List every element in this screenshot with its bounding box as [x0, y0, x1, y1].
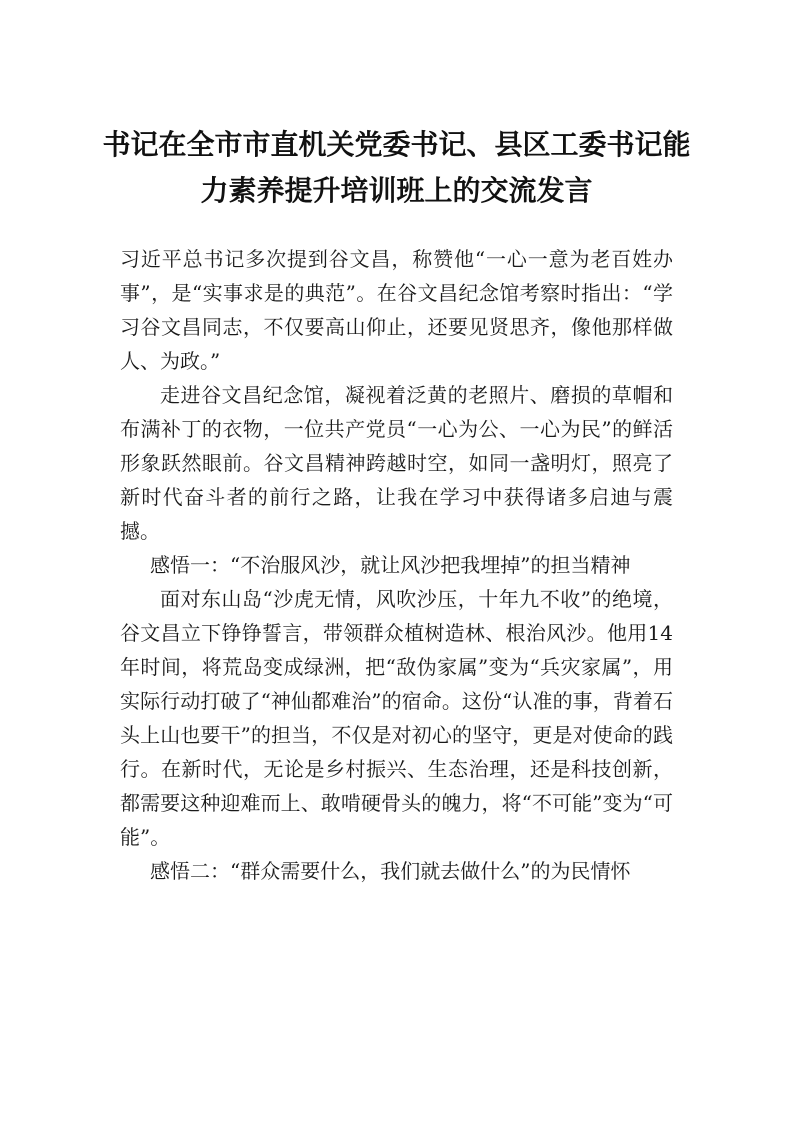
section-heading-insight-two: 感悟二：“群众需要什么，我们就去做什么”的为民情怀: [150, 859, 631, 883]
paragraph-memorial-visit: 走进谷文昌纪念馆，凝视着泛黄的老照片、磨损的草帽和布满补丁的衣物，一位共产党员“一心为公、一心为民”的鲜活形象跃然眼前。谷文昌精神跨越时空，如同一盏明灯，照亮了新时代奋斗者的前行之路，让我在学习中获得诸多启迪与震撼。: [120, 383, 673, 543]
section-heading-insight-one: 感悟一：“不治服风沙，就让风沙把我埋掉”的担当精神: [150, 553, 631, 577]
paragraph-insight-one: 面对东山岛“沙虎无情，风吹沙压，十年九不收”的绝境，谷文昌立下铮铮誓言，带领群众植树造林、根治风沙。他用14年时间，将荒岛变成绿洲，把“敌伪家属”变为“兵灾家属”，用实际行动打破了“神仙都难治”的宿命。这份“认准的事，背着石头上山也要干”的担当，不仅是对初心的坚守，更是对使命的践行。在新时代，无论是乡村振兴、生态治理，还是科技创新，都需要这种迎难而上、敢啃硬骨头的魄力，将“不可能”变为“可能”。: [120, 587, 673, 849]
paragraph-intro: 习近平总书记多次提到谷文昌，称赞他“一心一意为老百姓办事”，是“实事求是的典范”。在谷文昌纪念馆考察时指出：“学习谷文昌同志，不仅要高山仰止，还要见贤思齐，像他那样做人、为政。”: [120, 247, 673, 373]
document-body: [120, 242, 673, 888]
document-title: 书记在全市市直机关党委书记、县区工委书记能力素养提升培训班上的交流发言: [102, 128, 691, 207]
